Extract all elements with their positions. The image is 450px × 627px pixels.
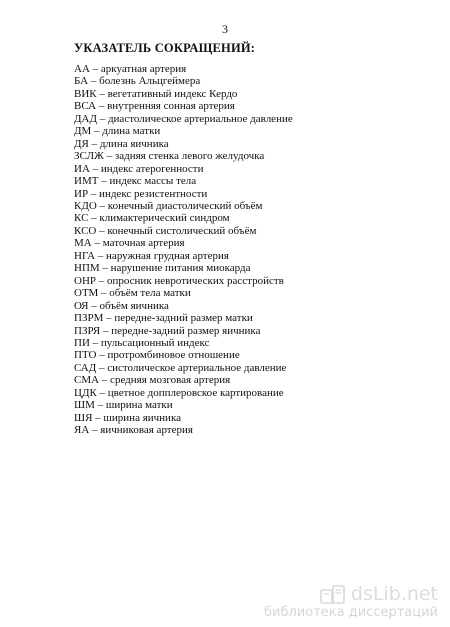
abbreviation-item: ЦДК – цветное допплеровское картирование [74, 386, 284, 399]
abbreviation-item: ЯА – яичниковая артерия [74, 424, 193, 437]
abbreviation-item: КСО – конечный систолический объём [74, 224, 257, 237]
abbreviations-heading: УКАЗАТЕЛЬ СОКРАЩЕНИЙ: [74, 41, 256, 55]
watermark [264, 583, 438, 621]
abbreviation-item: ПЗРЯ – передне-задний размер яичника [74, 324, 261, 337]
watermark-subtitle: библиотека диссертаций [264, 605, 438, 620]
abbreviation-item: СМА – средняя мозговая артерия [74, 374, 231, 387]
abbreviation-item: НГА – наружная грудная артерия [74, 249, 229, 262]
abbreviation-item: АА – аркуатная артерия [74, 63, 187, 75]
abbreviation-item: ОЯ – объём яичника [74, 299, 169, 312]
abbreviation-item: МА – маточная артерия [74, 237, 185, 250]
abbreviation-item: САД – систолическое артериальное давление [74, 361, 287, 374]
abbreviation-item: ШМ – ширина матки [74, 399, 173, 412]
abbreviations-list [74, 63, 293, 437]
dslib-logo-icon [319, 584, 347, 604]
abbreviation-item: ОНР – опросник невротических расстройств [74, 274, 284, 287]
watermark-brand-row [264, 583, 438, 605]
abbreviation-item: ИА – индекс атерогенности [74, 162, 204, 175]
abbreviation-item: ДЯ – длина яичника [74, 137, 169, 150]
abbreviation-item: ПТО – протромбиновое отношение [74, 349, 240, 362]
abbreviation-item: ИМТ – индекс массы тела [74, 175, 197, 188]
abbreviation-item: ОТМ – объём тела матки [74, 287, 191, 300]
abbreviation-item: ДАД – диастолическое артериальное давление [74, 112, 293, 125]
abbreviation-item: ДМ – длина матки [74, 125, 161, 138]
abbreviation-item: БА – болезнь Альцгеймера [74, 75, 201, 88]
abbreviation-item: ПЗРМ – передне-задний размер матки [74, 312, 253, 325]
abbreviation-item: НПМ – нарушение питания миокарда [74, 262, 251, 275]
abbreviation-item: ПИ – пульсационный индекс [74, 336, 210, 349]
abbreviation-item: ИР – индекс резистентности [74, 187, 208, 200]
abbreviation-item: ЗСЛЖ – задняя стенка левого желудочка [74, 150, 265, 163]
page-number: 3 [222, 22, 228, 36]
watermark-brand: dsLib.net [350, 583, 438, 605]
abbreviation-item: ВИК – вегетативный индекс Кердо [74, 87, 238, 100]
abbreviation-item: КДО – конечный диастолический объём [74, 199, 263, 212]
abbreviation-item: КС – климактерический синдром [74, 212, 230, 225]
abbreviation-item: ШЯ – ширина яичника [74, 411, 182, 424]
abbreviation-item: ВСА – внутренняя сонная артерия [74, 100, 235, 113]
